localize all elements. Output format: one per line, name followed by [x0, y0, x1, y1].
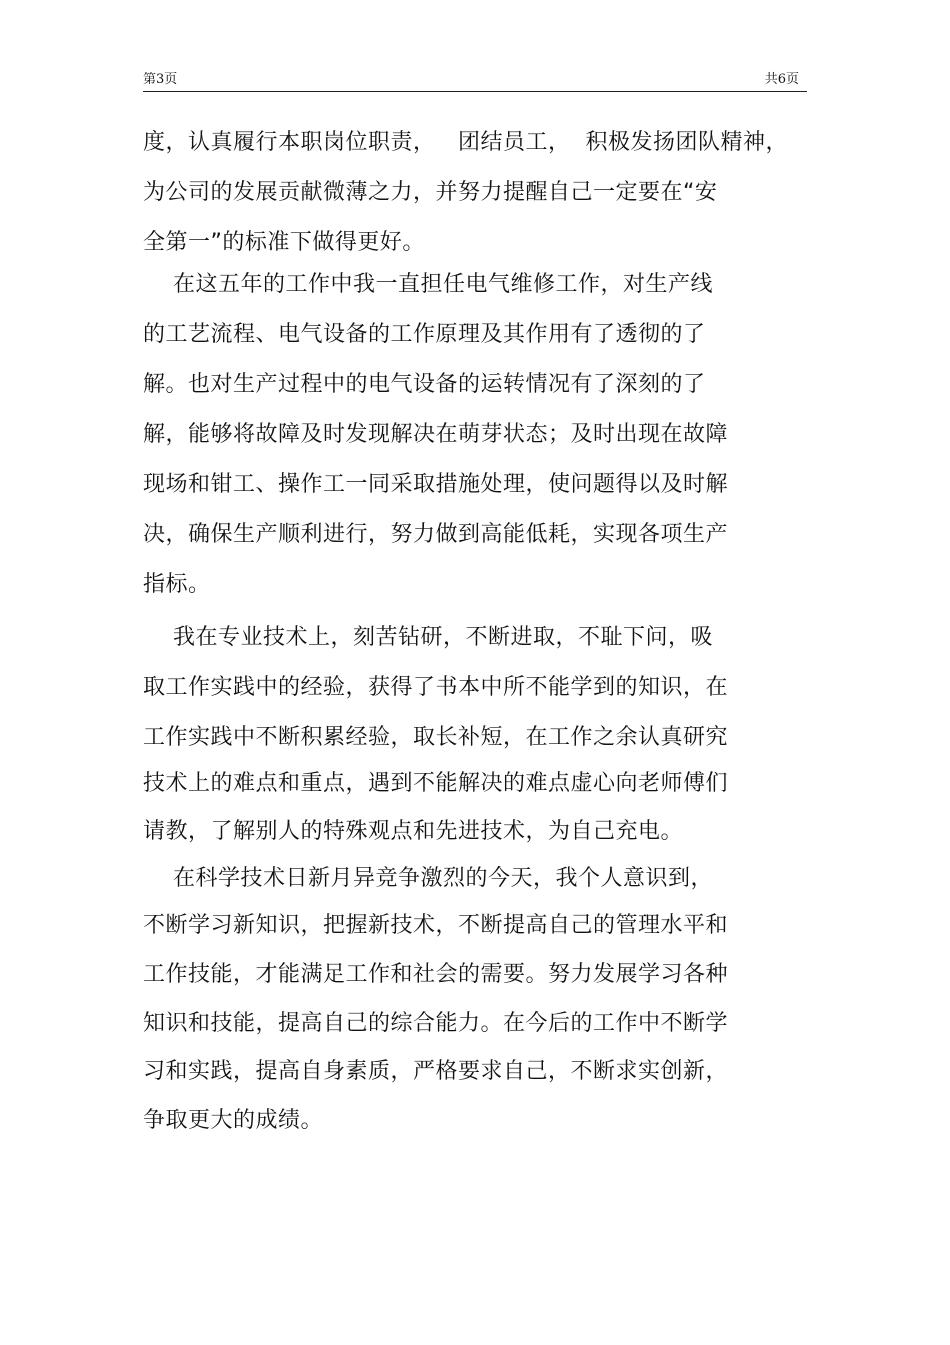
text-line: 在这五年的工作中我一直担任电气维修工作，对生产线	[143, 272, 713, 297]
current-page-number: 第3页	[143, 72, 178, 87]
text-line: 为公司的发展贡献微薄之力，并努力提醒自己一定要在“安	[143, 180, 718, 205]
text-line: 技术上的难点和重点，遇到不能解决的难点虚心向老师傅们	[143, 771, 729, 796]
header-divider	[143, 91, 807, 92]
text-line: 的工艺流程、电气设备的工作原理及其作用有了透彻的了	[143, 322, 706, 347]
text-line: 不断学习新知识，把握新技术，不断提高自己的管理水平和	[143, 913, 729, 938]
text-line: 知识和技能，提高自己的综合能力。在今后的工作中不断学	[143, 1011, 729, 1036]
text-line: 在科学技术日新月异竞争激烈的今天，我个人意识到，	[143, 866, 713, 891]
text-line: 指标。	[143, 572, 211, 597]
page-header	[143, 66, 807, 88]
text-line: 工作技能，才能满足工作和社会的需要。努力发展学习各种	[143, 962, 729, 987]
text-line: 度，认真履行本职岗位职责， 团结员工， 积极发扬团队精神，	[143, 130, 788, 155]
text-line: 取工作实践中的经验，获得了书本中所不能学到的知识，在	[143, 675, 729, 700]
text-line: 现场和钳工、操作工一同采取措施处理，使问题得以及时解	[143, 472, 729, 497]
text-line: 解。也对生产过程中的电气设备的运转情况有了深刻的了	[143, 372, 706, 397]
text-line: 全第一”的标准下做得更好。	[143, 230, 425, 255]
total-pages: 共6页	[764, 72, 799, 87]
text-line: 工作实践中不断积累经验，取长补短，在工作之余认真研究	[143, 725, 729, 750]
text-line: 争取更大的成绩。	[143, 1108, 324, 1133]
text-line: 我在专业技术上，刻苦钻研，不断进取，不耻下问，吸	[143, 625, 713, 650]
text-line: 解，能够将故障及时发现解决在萌芽状态；及时出现在故障	[143, 422, 729, 447]
text-line: 请教，了解别人的特殊观点和先进技术，为自己充电。	[143, 819, 684, 844]
text-line: 决，确保生产顺利进行，努力做到高能低耗，实现各项生产	[143, 522, 729, 547]
text-line: 习和实践，提高自身素质，严格要求自己，不断求实创新，	[143, 1059, 729, 1084]
